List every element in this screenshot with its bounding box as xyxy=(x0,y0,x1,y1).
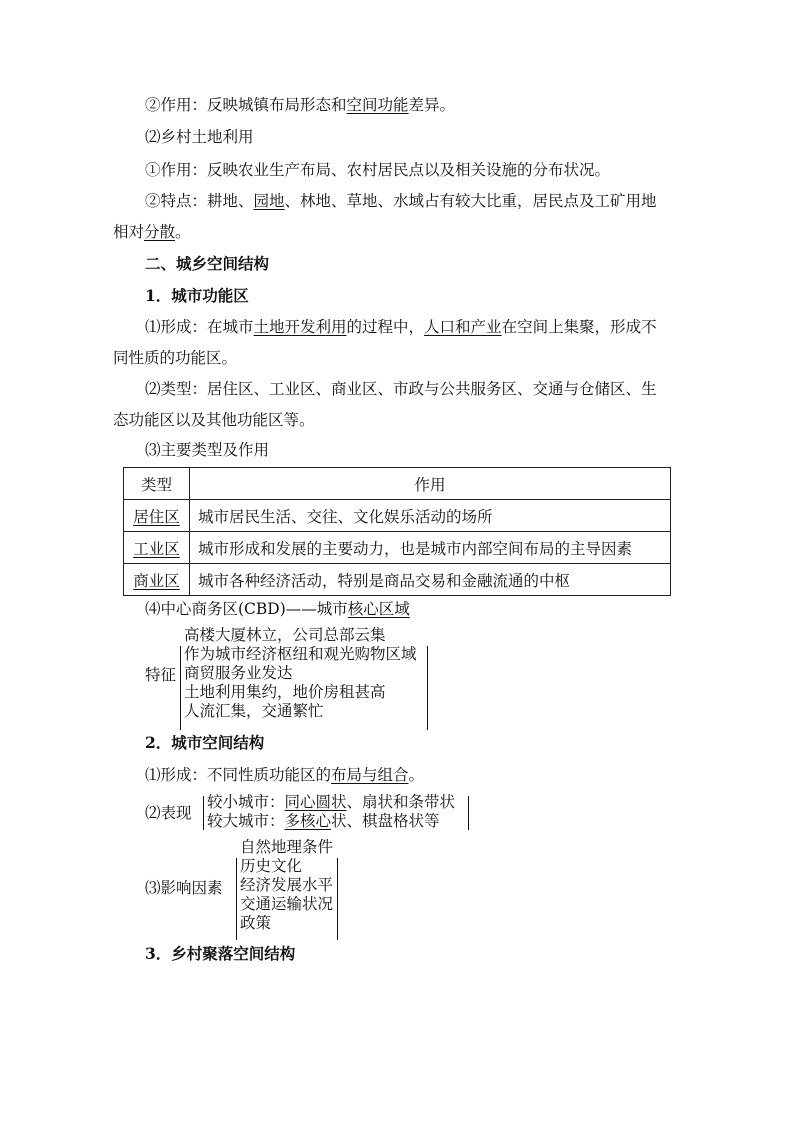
underlined-text: 园地 xyxy=(253,192,285,210)
cbd-feature-item: 高楼大厦林立，公司总部云集 xyxy=(184,626,386,644)
text: 较大城市： xyxy=(207,812,285,830)
text: 、林地、草地、水域占有较大比重，居民点及工矿用地 xyxy=(284,192,657,210)
left-brace xyxy=(180,646,181,730)
cbd-feature-item: 作为城市经济枢纽和观光购物区域 xyxy=(184,645,417,663)
underlined-text: 多核心 xyxy=(284,812,332,830)
biaoxian-label: ⑵表现 xyxy=(145,804,192,822)
text: ②作用：反映城镇布局形态和 xyxy=(145,96,347,114)
table-row xyxy=(124,532,671,564)
line-rural-feature-cont xyxy=(113,221,191,243)
underlined-text: 空间功能 xyxy=(346,96,409,114)
underlined-text: 分散 xyxy=(144,223,176,241)
underlined-text: 同心圆状 xyxy=(284,793,347,811)
text: 相对 xyxy=(113,223,145,241)
text: ②特点：耕地、 xyxy=(145,192,254,210)
table-header-row xyxy=(124,468,671,500)
cbd-feature-label: 特征 xyxy=(145,666,177,684)
cell-role: 城市居民生活、交往、文化娱乐活动的场所 xyxy=(190,500,671,532)
text: 、扇状和条带状 xyxy=(346,793,456,811)
text: 。 xyxy=(175,223,191,241)
header-type: 类型 xyxy=(124,468,190,500)
underlined-text: 核心区域 xyxy=(347,600,410,618)
line-main-types: ⑶主要类型及作用 xyxy=(145,441,270,459)
text: 的过程中， xyxy=(346,318,425,336)
large-city-line xyxy=(207,812,440,831)
header-role: 作用 xyxy=(190,468,671,500)
right-bar xyxy=(337,858,338,940)
line-structure-formation xyxy=(145,764,424,786)
cell-type: 商业区 xyxy=(133,571,180,590)
text: ⑴形成：在城市 xyxy=(145,318,254,336)
text: 。 xyxy=(408,766,425,784)
text: 在空间上集聚，形成不 xyxy=(501,318,657,336)
cbd-feature-item: 人流汇集，交通繁忙 xyxy=(184,702,324,720)
cell-type: 工业区 xyxy=(133,539,180,558)
cell-role: 城市各种经济活动，特别是商品交易和金融流通的中枢 xyxy=(190,564,671,596)
underlined-text: 布局与组合 xyxy=(331,766,409,784)
cbd-feature-item: 土地利用集约，地价房租甚高 xyxy=(184,683,386,701)
factor-item: 经济发展水平 xyxy=(240,876,334,894)
underlined-text: 土地开发利用 xyxy=(253,318,347,336)
cell-type: 居住区 xyxy=(133,507,180,526)
factor-item: 历史文化 xyxy=(240,857,303,875)
underlined-text: 人口和产业 xyxy=(424,318,502,336)
table-row xyxy=(124,564,671,596)
text: 差异。 xyxy=(408,96,456,114)
text: 较小城市： xyxy=(207,793,285,811)
heading-rural-structure: 3．乡村聚落空间结构 xyxy=(145,944,296,963)
line-cbd xyxy=(145,598,410,620)
line-types-cont: 态功能区以及其他功能区等。 xyxy=(113,411,315,429)
line-function xyxy=(145,94,455,116)
factor-item: 政策 xyxy=(240,914,272,932)
table-row xyxy=(124,500,671,532)
left-brace xyxy=(236,858,237,940)
line-types: ⑵类型：居住区、工业区、商业区、市政与公共服务区、交通与仓储区、生 xyxy=(145,380,657,398)
subheading-rural-land: ⑵乡村土地利用 xyxy=(145,128,254,146)
text: 状、棋盘格状等 xyxy=(331,812,440,830)
cbd-feature-item: 商贸服务业发达 xyxy=(184,664,293,682)
cell-role: 城市形成和发展的主要动力，也是城市内部空间布局的主导因素 xyxy=(190,532,671,564)
factor-item: 交通运输状况 xyxy=(240,895,334,913)
right-bar xyxy=(468,796,469,830)
text: ⑴形成：不同性质功能区的 xyxy=(145,766,332,784)
heading-urban-structure: 2．城市空间结构 xyxy=(145,733,265,752)
function-table xyxy=(123,467,671,596)
text: ⑷中心商务区(CBD)——城市 xyxy=(145,600,348,618)
line-rural-feature xyxy=(145,190,657,212)
small-city-line xyxy=(207,793,455,812)
factor-item: 自然地理条件 xyxy=(240,838,334,856)
factors-label: ⑶影响因素 xyxy=(145,879,223,897)
section-heading-structure: 二、城乡空间结构 xyxy=(145,254,270,273)
line-formation-cont: 同性质的功能区。 xyxy=(113,349,238,367)
line-rural-function: ①作用：反映农业生产布局、农村居民点以及相关设施的分布状况。 xyxy=(145,161,611,179)
left-brace xyxy=(203,796,204,830)
line-formation xyxy=(145,316,657,338)
right-bar xyxy=(427,646,428,730)
heading-functional-zones: 1．城市功能区 xyxy=(145,286,249,305)
